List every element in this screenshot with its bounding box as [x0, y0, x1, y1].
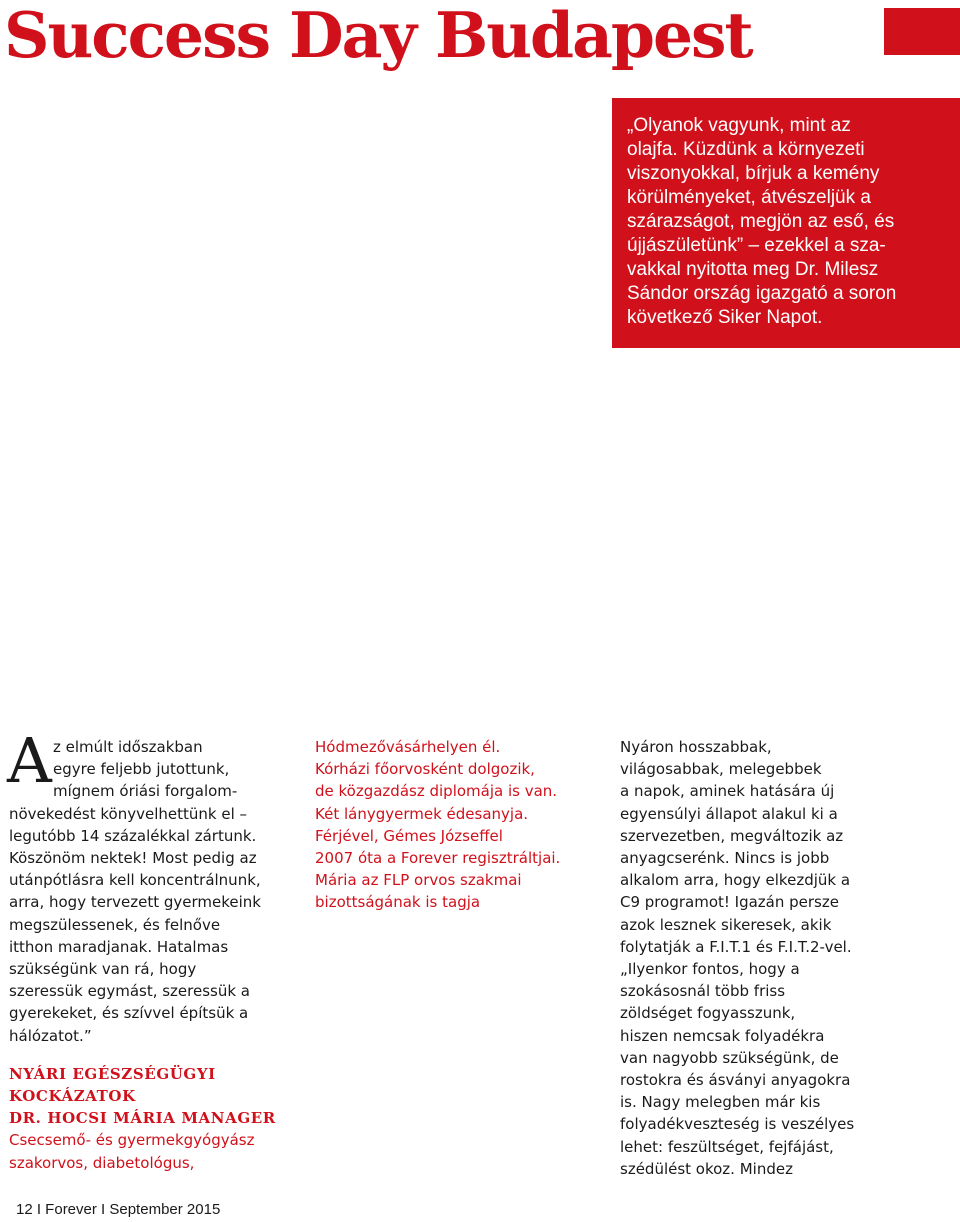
- bio-line: Csecsemő- és gyermekgyógyász: [9, 1131, 255, 1150]
- quote-line: „Olyanok vagyunk, mint az: [627, 115, 851, 136]
- bio-line: Mária az FLP orvos szakmai: [315, 871, 522, 890]
- quote-line: szárazságot, megjön az eső, és: [627, 211, 895, 232]
- body-line: hiszen nemcsak folyadékra: [620, 1026, 825, 1045]
- body-line: növekedést könyvelhettünk el –: [9, 804, 248, 823]
- body-line: „Ilyenkor fontos, hogy a: [620, 960, 800, 979]
- body-line: szervezetben, megváltozik az: [620, 826, 844, 845]
- body-line: anyagcserénk. Nincs is jobb: [620, 849, 830, 868]
- quote-line: olajfa. Küzdünk a környezeti: [627, 139, 865, 160]
- page-title: Success Day Budapest: [4, 0, 752, 72]
- bio-line: szakorvos, diabetológus,: [9, 1153, 195, 1172]
- quote-line: Sándor ország igazgató a soron: [627, 283, 897, 304]
- body-line: C9 programot! Igazán persze: [620, 893, 839, 912]
- quote-line: viszonyokkal, bírjuk a kemény: [627, 163, 880, 184]
- article-column-1: [7, 724, 299, 1174]
- bio-line: Kórházi főorvosként dolgozik,: [315, 760, 535, 779]
- body-line: itthon maradjanak. Hatalmas: [9, 937, 229, 956]
- bio-line: Férjével, Gémes Józseffel: [315, 826, 503, 845]
- body-line: azok lesznek sikeresek, akik: [620, 915, 832, 934]
- quote-line: következő Siker Napot.: [627, 307, 823, 328]
- body-line: Nyáron hosszabbak,: [620, 738, 772, 756]
- drop-cap: A: [7, 724, 52, 797]
- article-column-3: [620, 736, 940, 1180]
- page-footer: 12 I Forever I September 2015: [16, 1201, 221, 1218]
- body-line: lehet: feszültséget, fejfájást,: [620, 1137, 834, 1156]
- body-line: mígnem óriási forgalom-: [53, 782, 238, 801]
- body-line: legutóbb 14 százalékkal zártunk.: [9, 826, 257, 845]
- body-line: megszülessenek, és felnőve: [9, 915, 221, 934]
- body-line: szeressük egymást, szeressük a: [9, 982, 251, 1001]
- person-name: DR. HOCSI MÁRIA MANAGER: [9, 1109, 276, 1128]
- section-heading: NYÁRI EGÉSZSÉGÜGYI: [9, 1064, 216, 1083]
- body-line: szokásosnál több friss: [620, 982, 786, 1001]
- body-line: világosabbak, melegebbek: [620, 760, 822, 779]
- body-line: utánpótlásra kell koncentrálnunk,: [9, 871, 261, 890]
- body-line: z elmúlt időszakban: [53, 738, 203, 756]
- pull-quote: [612, 98, 960, 348]
- title-accent-block: [884, 8, 960, 55]
- bio-line: Két lánygyermek édesanyja.: [315, 804, 529, 823]
- body-line: folyadékveszteség is veszélyes: [620, 1115, 855, 1134]
- body-line: rostokra és ásványi anyagokra: [620, 1071, 851, 1090]
- body-line: van nagyobb szükségünk, de: [620, 1048, 839, 1067]
- body-line: hálózatot.”: [9, 1026, 92, 1045]
- bio-line: bizottságának is tagja: [315, 893, 481, 912]
- body-line: zöldséget fogyasszunk,: [620, 1004, 796, 1023]
- body-line: szükségünk van rá, hogy: [9, 960, 197, 979]
- body-line: gyerekeket, és szívvel építsük a: [9, 1004, 249, 1023]
- body-line: egyensúlyi állapot alakul ki a: [620, 804, 838, 823]
- section-heading: KOCKÁZATOK: [9, 1087, 136, 1106]
- body-line: alkalom arra, hogy elkezdjük a: [620, 871, 851, 890]
- bio-line: Hódmezővásárhelyen él.: [315, 738, 501, 756]
- body-line: folytatják a F.I.T.1 és F.I.T.2-vel.: [620, 937, 852, 956]
- quote-line: körülményeket, átvészeljük a: [627, 187, 871, 208]
- body-line: arra, hogy tervezett gyermekeink: [9, 893, 261, 912]
- article-column-2: [315, 736, 605, 914]
- body-line: Köszönöm nektek! Most pedig az: [9, 849, 257, 868]
- body-line: is. Nagy melegben már kis: [620, 1093, 821, 1112]
- quote-line: újjászületünk” – ezekkel a sza-: [627, 235, 886, 256]
- body-line: a napok, aminek hatására új: [620, 782, 835, 801]
- body-line: egyre feljebb jutottunk,: [53, 760, 230, 779]
- body-line: szédülést okoz. Mindez: [620, 1159, 793, 1178]
- bio-line: 2007 óta a Forever regisztráltjai.: [315, 849, 561, 868]
- quote-line: vakkal nyitotta meg Dr. Milesz: [627, 259, 879, 280]
- bio-line: de közgazdász diplomája is van.: [315, 782, 558, 801]
